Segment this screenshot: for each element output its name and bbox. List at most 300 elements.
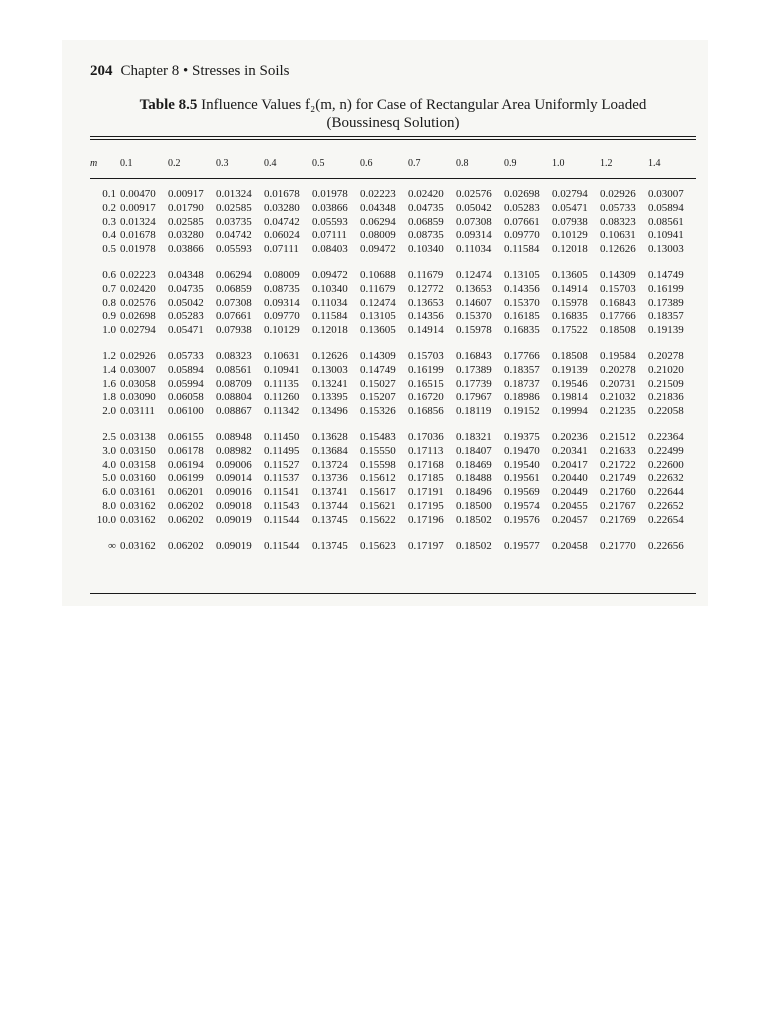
- table-cell: 0.22364: [648, 430, 684, 443]
- table-row: [90, 229, 696, 243]
- table-cell: 0.17967: [456, 391, 492, 404]
- table-cell: 0.00470: [120, 188, 156, 200]
- table-row: [90, 243, 696, 257]
- table-cell: 0.18488: [456, 472, 492, 485]
- table-cell: 0.21749: [600, 472, 636, 485]
- table-cell: 0.05733: [168, 349, 204, 362]
- table-cell: 0.09472: [312, 268, 348, 281]
- table-cell: 0.19574: [504, 499, 540, 512]
- table-cell: 0.02926: [600, 188, 636, 200]
- column-header: 0.4: [264, 158, 277, 169]
- table-cell: 0.09014: [216, 472, 252, 485]
- table-cell: 0.14356: [408, 310, 444, 323]
- table-cell: 0.09314: [264, 296, 300, 309]
- table-cell: 0.05994: [168, 377, 204, 390]
- table-cell: 0.06859: [216, 282, 252, 295]
- table-cell: 0.03162: [120, 513, 156, 526]
- table-cell: 0.10340: [312, 282, 348, 295]
- table-cell: 0.06201: [168, 486, 204, 499]
- table-cell: 0.02223: [360, 188, 396, 200]
- table-cell: 0.03158: [120, 458, 156, 471]
- table-cell: 0.18500: [456, 499, 492, 512]
- table-row: [90, 472, 696, 486]
- table-cell: 0.02420: [120, 282, 156, 295]
- table-cell: 0.01978: [120, 243, 156, 256]
- table-cell: 0.11495: [264, 444, 300, 457]
- table-cell: 0.14749: [360, 363, 396, 376]
- table-cell: 0.22499: [648, 444, 684, 457]
- table-cell: 0.08804: [216, 391, 252, 404]
- table-cell: 0.10941: [648, 229, 684, 242]
- table-cell: 0.21235: [600, 405, 636, 418]
- row-m-value: 8.0: [102, 499, 116, 512]
- table-cell: 0.18508: [600, 324, 636, 337]
- table-cell: 0.14914: [408, 324, 444, 337]
- table-cell: 0.16835: [552, 310, 588, 323]
- table-cell: 0.13241: [312, 377, 348, 390]
- table-bottom-rule: [90, 593, 696, 594]
- table-cell: 0.09019: [216, 513, 252, 526]
- column-header: 0.6: [360, 158, 373, 169]
- table-cell: 0.17389: [648, 296, 684, 309]
- table-cell: 0.06024: [264, 229, 300, 242]
- table-cell: 0.09018: [216, 499, 252, 512]
- table-cell: 0.17389: [456, 363, 492, 376]
- table-row: [90, 500, 696, 514]
- table-cell: 0.11679: [408, 268, 444, 281]
- running-head: [90, 63, 290, 80]
- table-cell: 0.16720: [408, 391, 444, 404]
- table-cell: 0.21767: [600, 499, 636, 512]
- table-cell: 0.05593: [216, 243, 252, 256]
- table-cell: 0.21770: [600, 539, 636, 552]
- table-cell: 0.19569: [504, 486, 540, 499]
- table-row: [90, 188, 696, 202]
- table-cell: 0.06294: [360, 215, 396, 228]
- table-cell: 0.18469: [456, 458, 492, 471]
- table-cell: 0.05894: [168, 363, 204, 376]
- table-cell: 0.21020: [648, 363, 684, 376]
- table-cell: 0.12018: [552, 243, 588, 256]
- table-cell: 0.06100: [168, 405, 204, 418]
- table-row: [90, 391, 696, 405]
- table-cell: 0.21509: [648, 377, 684, 390]
- table-cell: 0.02576: [456, 188, 492, 200]
- table-cell: 0.11537: [264, 472, 300, 485]
- table-cell: 0.19139: [552, 363, 588, 376]
- chapter-title: Chapter 8 • Stresses in Soils: [120, 63, 290, 79]
- table-cell: 0.19546: [552, 377, 588, 390]
- table-cell: 0.11260: [264, 391, 300, 404]
- table-cell: 0.06202: [168, 539, 204, 552]
- table-cell: 0.07661: [504, 215, 540, 228]
- table-cell: 0.07308: [456, 215, 492, 228]
- table-cell: 0.22644: [648, 486, 684, 499]
- table-cell: 0.08735: [264, 282, 300, 295]
- table-cell: 0.03162: [120, 539, 156, 552]
- table-cell: 0.12474: [456, 268, 492, 281]
- table-row: [90, 216, 696, 230]
- table-cell: 0.09472: [360, 243, 396, 256]
- row-m-value: 4.0: [102, 458, 116, 471]
- table-cell: 0.19584: [600, 349, 636, 362]
- table-cell: 0.14309: [360, 349, 396, 362]
- table-cell: 0.18986: [504, 391, 540, 404]
- table-cell: 0.19561: [504, 472, 540, 485]
- table-cell: 0.20236: [552, 430, 588, 443]
- column-header: 0.8: [456, 158, 469, 169]
- table-cell: 0.11541: [264, 486, 300, 499]
- table-cell: 0.19994: [552, 405, 588, 418]
- table-cell: 0.21760: [600, 486, 636, 499]
- column-header: 0.2: [168, 158, 181, 169]
- row-m-value: 0.8: [102, 296, 116, 309]
- table-cell: 0.12018: [312, 324, 348, 337]
- table-cell: 0.20731: [600, 377, 636, 390]
- table-row: [90, 364, 696, 378]
- table-cell: 0.05042: [168, 296, 204, 309]
- row-m-value: 0.6: [102, 268, 116, 281]
- table-cell: 0.15370: [456, 310, 492, 323]
- table-row: [90, 350, 696, 364]
- table-cell: 0.02576: [120, 296, 156, 309]
- table-cell: 0.15483: [360, 430, 396, 443]
- column-header: 0.9: [504, 158, 517, 169]
- row-m-value: 2.0: [102, 405, 116, 418]
- table-cell: 0.17197: [408, 539, 444, 552]
- table-cell: 0.21769: [600, 513, 636, 526]
- table-row: [90, 269, 696, 283]
- table-cell: 0.07111: [312, 229, 347, 242]
- table-cell: 0.17739: [456, 377, 492, 390]
- table-cell: 0.02926: [120, 349, 156, 362]
- table-cell: 0.01324: [120, 215, 156, 228]
- table-cell: 0.02585: [168, 215, 204, 228]
- table-cell: 0.15598: [360, 458, 396, 471]
- table-cell: 0.10631: [600, 229, 636, 242]
- table-cell: 0.13605: [360, 324, 396, 337]
- table-cell: 0.20278: [600, 363, 636, 376]
- table-cell: 0.09770: [264, 310, 300, 323]
- table-cell: 0.02698: [120, 310, 156, 323]
- table-cell: 0.08735: [408, 229, 444, 242]
- table-cell: 0.16199: [648, 282, 684, 295]
- table-cell: 0.00917: [168, 188, 204, 200]
- row-m-value: 0.2: [102, 201, 116, 214]
- table-cell: 0.13395: [312, 391, 348, 404]
- table-cell: 0.17766: [600, 310, 636, 323]
- table-cell: 0.22656: [648, 539, 684, 552]
- table-cell: 0.07111: [264, 243, 299, 256]
- table-cell: 0.15623: [360, 539, 396, 552]
- table-cell: 0.03161: [120, 486, 156, 499]
- table-row: [90, 514, 696, 528]
- table-cell: 0.02223: [120, 268, 156, 281]
- row-m-value: ∞: [108, 539, 116, 552]
- influence-table-body: [90, 150, 696, 553]
- table-cell: 0.11584: [504, 243, 540, 256]
- column-header: 0.7: [408, 158, 421, 169]
- table-cell: 0.08982: [216, 444, 252, 457]
- table-cell: 0.19540: [504, 458, 540, 471]
- table-cell: 0.17113: [408, 444, 444, 457]
- table-cell: 0.13744: [312, 499, 348, 512]
- table-cell: 0.01324: [216, 188, 252, 200]
- table-cell: 0.04735: [408, 201, 444, 214]
- table-cell: 0.03090: [120, 391, 156, 404]
- table-top-rule-inner: [90, 139, 696, 140]
- row-m-value: 0.7: [102, 282, 116, 295]
- table-cell: 0.06058: [168, 391, 204, 404]
- column-header: 1.0: [552, 158, 565, 169]
- table-cell: 0.06859: [408, 215, 444, 228]
- table-cell: 0.12626: [600, 243, 636, 256]
- table-cell: 0.17766: [504, 349, 540, 362]
- table-cell: 0.15703: [600, 282, 636, 295]
- table-cell: 0.20455: [552, 499, 588, 512]
- table-cell: 0.19470: [504, 444, 540, 457]
- table-cell: 0.16856: [408, 405, 444, 418]
- table-cell: 0.13684: [312, 444, 348, 457]
- table-cell: 0.22632: [648, 472, 684, 485]
- table-cell: 0.15978: [552, 296, 588, 309]
- table-cell: 0.08561: [648, 215, 684, 228]
- table-cell: 0.06178: [168, 444, 204, 457]
- table-cell: 0.12474: [360, 296, 396, 309]
- table-cell: 0.10631: [264, 349, 300, 362]
- table-cell: 0.03058: [120, 377, 156, 390]
- table-row: [90, 486, 696, 500]
- table-cell: 0.13496: [312, 405, 348, 418]
- table-row: [90, 540, 696, 554]
- table-cell: 0.20440: [552, 472, 588, 485]
- row-header-label: m: [90, 158, 98, 169]
- table-cell: 0.12772: [408, 282, 444, 295]
- table-cell: 0.13736: [312, 472, 348, 485]
- table-cell: 0.08323: [216, 349, 252, 362]
- table-cell: 0.11342: [264, 405, 300, 418]
- row-m-value: 1.2: [102, 349, 116, 362]
- table-cell: 0.06202: [168, 513, 204, 526]
- table-cell: 0.05894: [648, 201, 684, 214]
- table-cell: 0.10941: [264, 363, 300, 376]
- table-cell: 0.03138: [120, 430, 156, 443]
- table-cell: 0.15326: [360, 405, 396, 418]
- table-cell: 0.15027: [360, 377, 396, 390]
- table-cell: 0.03162: [120, 499, 156, 512]
- table-caption: [90, 96, 696, 132]
- spacer-row: [90, 178, 696, 188]
- table-cell: 0.03150: [120, 444, 156, 457]
- table-cell: 0.02585: [216, 201, 252, 214]
- group-gap: [90, 419, 696, 431]
- group-gap: [90, 257, 696, 269]
- table-cell: 0.09016: [216, 486, 252, 499]
- table-cell: 0.10688: [360, 268, 396, 281]
- table-cell: 0.18357: [648, 310, 684, 323]
- table-cell: 0.13653: [408, 296, 444, 309]
- table-cell: 0.20341: [552, 444, 588, 457]
- table-cell: 0.22654: [648, 513, 684, 526]
- table-cell: 0.13105: [360, 310, 396, 323]
- table-cell: 0.03007: [120, 363, 156, 376]
- table-cell: 0.18737: [504, 377, 540, 390]
- table-cell: 0.02794: [120, 324, 156, 337]
- table-cell: 0.01678: [264, 188, 300, 200]
- table-row: [90, 283, 696, 297]
- table-cell: 0.16199: [408, 363, 444, 376]
- table-cell: 0.19577: [504, 539, 540, 552]
- table-cell: 0.06194: [168, 458, 204, 471]
- table-cell: 0.18508: [552, 349, 588, 362]
- table-cell: 0.03280: [168, 229, 204, 242]
- table-cell: 0.09006: [216, 458, 252, 471]
- table-cell: 0.15550: [360, 444, 396, 457]
- column-header: 1.2: [600, 158, 613, 169]
- table-cell: 0.13653: [456, 282, 492, 295]
- table-cell: 0.03280: [264, 201, 300, 214]
- table-cell: 0.07308: [216, 296, 252, 309]
- table-cell: 0.08948: [216, 430, 252, 443]
- column-header: 0.3: [216, 158, 229, 169]
- table-cell: 0.05733: [600, 201, 636, 214]
- table-cell: 0.11527: [264, 458, 300, 471]
- table-cell: 0.01978: [312, 188, 348, 200]
- table-cell: 0.22600: [648, 458, 684, 471]
- table-cell: 0.04742: [264, 215, 300, 228]
- table-cell: 0.17196: [408, 513, 444, 526]
- table-cell: 0.18502: [456, 513, 492, 526]
- row-m-value: 3.0: [102, 444, 116, 457]
- table-cell: 0.21722: [600, 458, 636, 471]
- table-cell: 0.03111: [120, 405, 155, 418]
- row-m-value: 1.8: [102, 391, 116, 404]
- row-m-value: 1.4: [102, 363, 116, 376]
- table-cell: 0.18321: [456, 430, 492, 443]
- table-cell: 0.05471: [552, 201, 588, 214]
- group-gap: [90, 338, 696, 350]
- table-cell: 0.08403: [312, 243, 348, 256]
- table-cell: 0.00917: [120, 201, 156, 214]
- row-m-value: 10.0: [96, 513, 116, 526]
- table-cell: 0.08323: [600, 215, 636, 228]
- table-cell: 0.20457: [552, 513, 588, 526]
- table-cell: 0.18407: [456, 444, 492, 457]
- table-cell: 0.14309: [600, 268, 636, 281]
- table-cell: 0.05042: [456, 201, 492, 214]
- table-cell: 0.14607: [456, 296, 492, 309]
- table-cell: 0.20417: [552, 458, 588, 471]
- row-m-value: 0.3: [102, 215, 116, 228]
- table-cell: 0.14914: [552, 282, 588, 295]
- table-cell: 0.16185: [504, 310, 540, 323]
- table-cell: 0.01678: [120, 229, 156, 242]
- table-row: [90, 297, 696, 311]
- table-row: [90, 310, 696, 324]
- table-row: [90, 445, 696, 459]
- column-header: 1.4: [648, 158, 661, 169]
- table-cell: 0.11034: [312, 296, 348, 309]
- table-cell: 0.10129: [552, 229, 588, 242]
- table-cell: 0.15207: [360, 391, 396, 404]
- table-cell: 0.13003: [648, 243, 684, 256]
- table-cell: 0.19152: [504, 405, 540, 418]
- row-m-value: 6.0: [102, 486, 116, 499]
- table-cell: 0.15617: [360, 486, 396, 499]
- table-cell: 0.17036: [408, 430, 444, 443]
- table-cell: 0.17195: [408, 499, 444, 512]
- table-cell: 0.22058: [648, 405, 684, 418]
- table-cell: 0.13105: [504, 268, 540, 281]
- table-cell: 0.13745: [312, 513, 348, 526]
- table-row: [90, 202, 696, 216]
- table-cell: 0.14356: [504, 282, 540, 295]
- table-cell: 0.11135: [264, 377, 299, 390]
- table-cell: 0.09314: [456, 229, 492, 242]
- table-cell: 0.09019: [216, 539, 252, 552]
- row-m-value: 1.0: [102, 324, 116, 337]
- table-cell: 0.06199: [168, 472, 204, 485]
- table-cell: 0.18502: [456, 539, 492, 552]
- influence-table: [90, 150, 696, 553]
- table-cell: 0.18496: [456, 486, 492, 499]
- table-cell: 0.13628: [312, 430, 348, 443]
- table-cell: 0.10340: [408, 243, 444, 256]
- table-cell: 0.03007: [648, 188, 684, 200]
- table-cell: 0.19375: [504, 430, 540, 443]
- table-cell: 0.11584: [312, 310, 348, 323]
- table-caption-text: Influence Values f₂(m, n) for Case of Rectangular Area Uniformly Loaded: [201, 97, 647, 113]
- table-cell: 0.20449: [552, 486, 588, 499]
- table-cell: 0.21633: [600, 444, 636, 457]
- table-cell: 0.15978: [456, 324, 492, 337]
- table-cell: 0.03866: [312, 201, 348, 214]
- table-cell: 0.04735: [168, 282, 204, 295]
- table-cell: 0.03735: [216, 215, 252, 228]
- table-cell: 0.02420: [408, 188, 444, 200]
- table-cell: 0.08867: [216, 405, 252, 418]
- table-caption-line1: [90, 96, 696, 114]
- table-row: [90, 378, 696, 392]
- table-cell: 0.17168: [408, 458, 444, 471]
- table-cell: 0.08561: [216, 363, 252, 376]
- table-cell: 0.16843: [456, 349, 492, 362]
- table-cell: 0.13605: [552, 268, 588, 281]
- table-cell: 0.06294: [216, 268, 252, 281]
- table-cell: 0.21836: [648, 391, 684, 404]
- table-cell: 0.10129: [264, 324, 300, 337]
- table-cell: 0.11450: [264, 430, 300, 443]
- table-cell: 0.13741: [312, 486, 348, 499]
- table-cell: 0.20458: [552, 539, 588, 552]
- table-cell: 0.07938: [552, 215, 588, 228]
- table-cell: 0.04742: [216, 229, 252, 242]
- row-m-value: 2.5: [102, 430, 116, 443]
- row-m-value: 5.0: [102, 472, 116, 485]
- table-row: [90, 459, 696, 473]
- column-header: 0.5: [312, 158, 325, 169]
- table-cell: 0.16835: [504, 324, 540, 337]
- table-cell: 0.19814: [552, 391, 588, 404]
- page-number: 204: [90, 63, 113, 79]
- table-cell: 0.19139: [648, 324, 684, 337]
- table-cell: 0.15621: [360, 499, 396, 512]
- table-cell: 0.21512: [600, 430, 636, 443]
- table-cell: 0.21032: [600, 391, 636, 404]
- table-caption-line2: (Boussinesq Solution): [326, 115, 460, 131]
- column-header: 0.1: [120, 158, 133, 169]
- table-cell: 0.13003: [312, 363, 348, 376]
